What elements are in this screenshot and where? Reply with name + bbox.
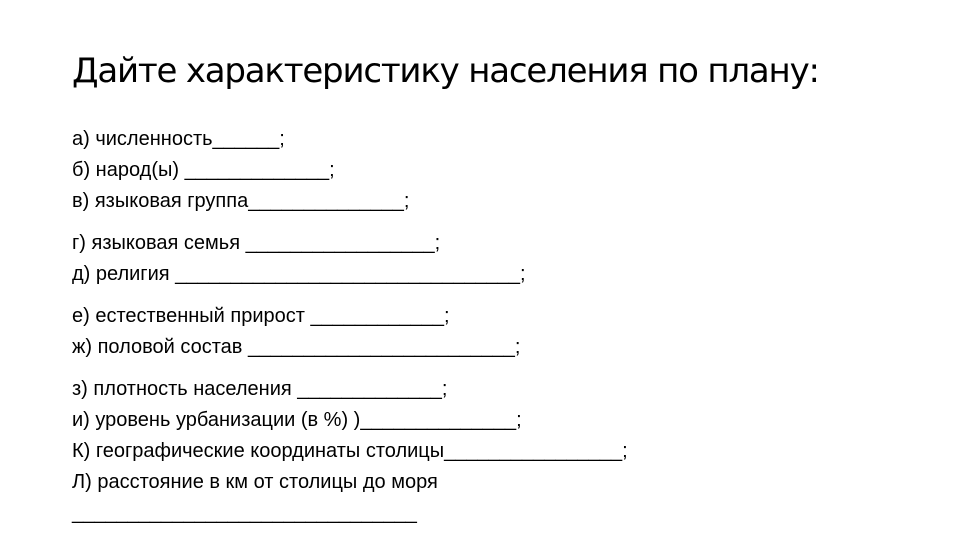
answer-blank-line: _______________________________	[72, 502, 417, 524]
plan-item-v: в) языковая группа______________;	[72, 190, 410, 212]
plan-item-d: д) религия _______________________________;	[72, 263, 526, 285]
plan-item-g: г) языковая семья _________________;	[72, 232, 441, 254]
plan-group	[72, 124, 628, 217]
plan-item-z: з) плотность населения _____________;	[72, 378, 448, 400]
plan-item-zh: ж) половой состав ________________________;	[72, 336, 521, 358]
slide-title: Дайте характеристику населения по плану:	[72, 51, 819, 91]
plan-item-l: Л) расстояние в км от столицы до моря	[72, 471, 438, 493]
plan-group	[72, 228, 628, 290]
plan-item-e: е) естественный прирост ____________;	[72, 305, 450, 327]
plan-item-k: К) географические координаты столицы________________;	[72, 440, 628, 462]
plan-item-b: б) народ(ы) _____________;	[72, 159, 335, 181]
plan-group	[72, 374, 628, 529]
plan-list	[72, 124, 628, 529]
plan-group	[72, 301, 628, 363]
plan-item-a: а) численность______;	[72, 128, 285, 150]
plan-item-i: и) уровень урбанизации (в %) )______________;	[72, 409, 522, 431]
